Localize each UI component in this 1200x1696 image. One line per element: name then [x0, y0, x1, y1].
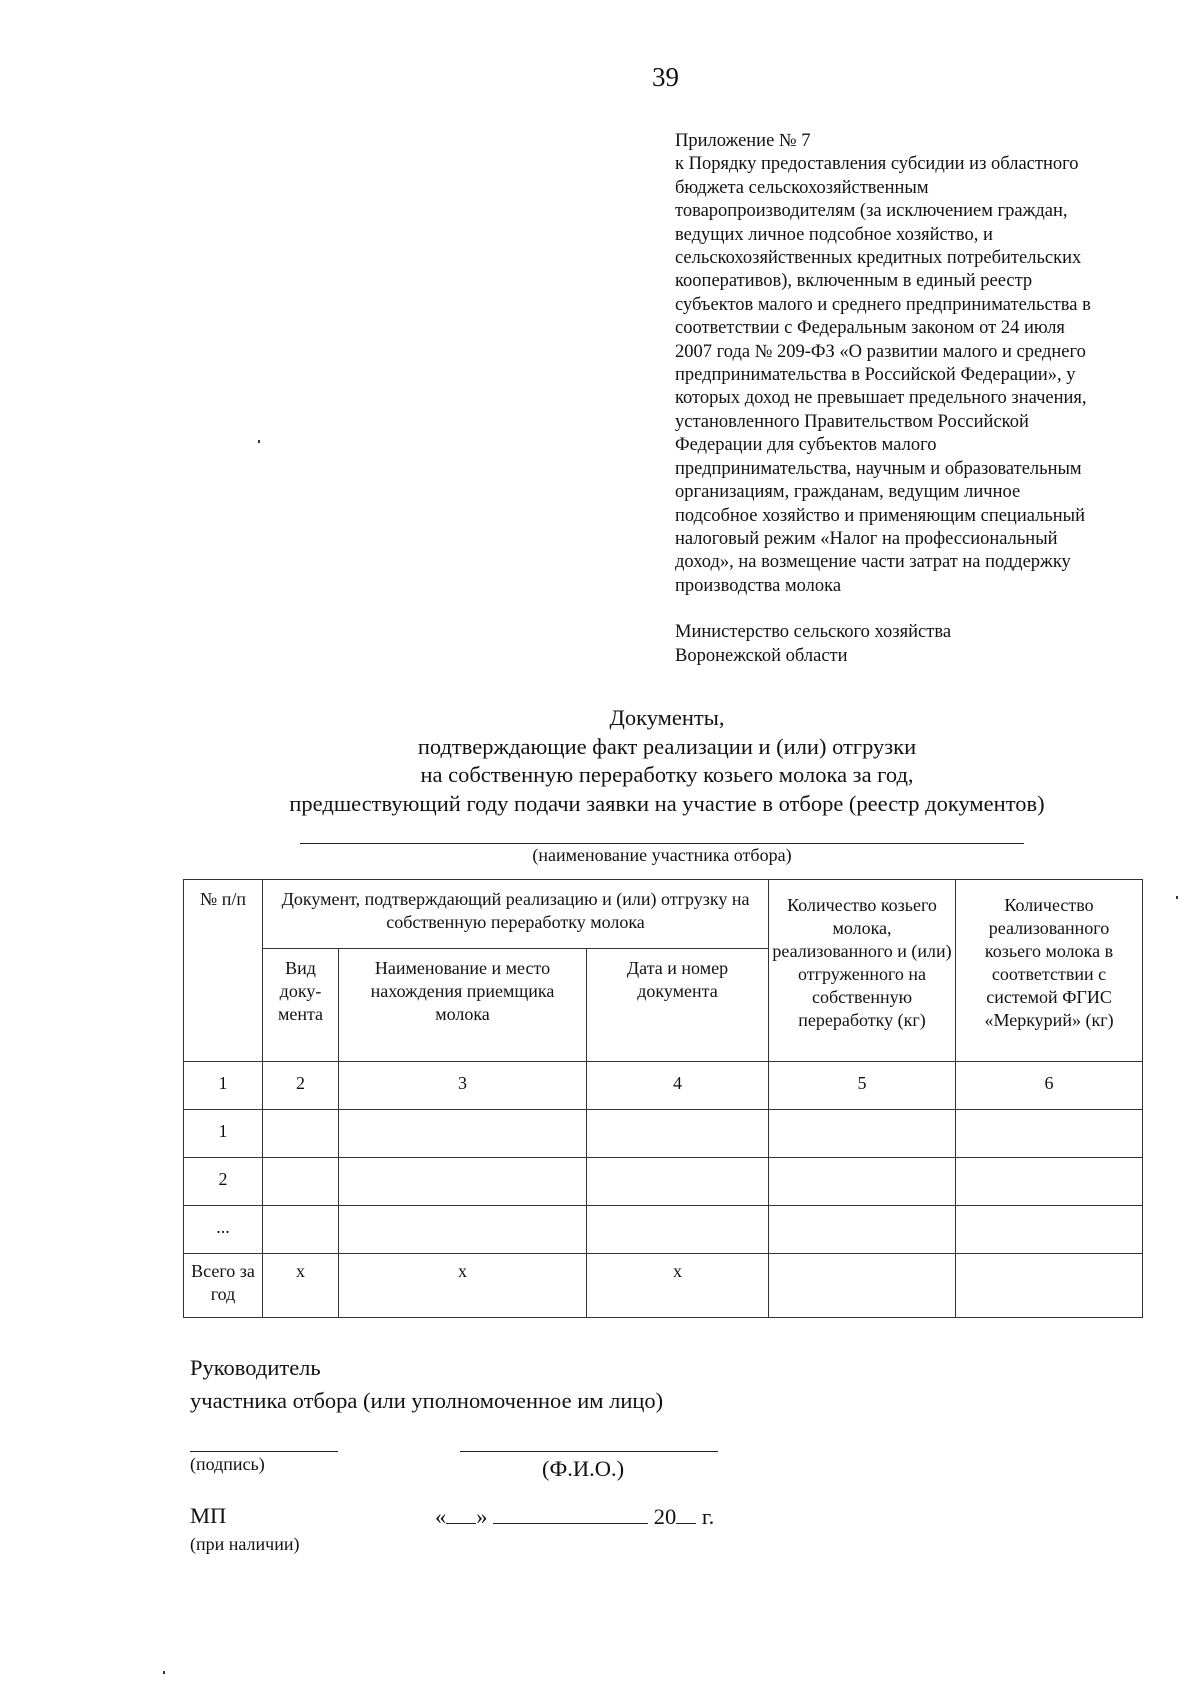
- total-mercury-quantity: [956, 1254, 1143, 1318]
- cell-quantity: [769, 1206, 956, 1254]
- table-row: [184, 1158, 1143, 1206]
- stamp-note: (при наличии): [190, 1534, 300, 1554]
- column-number-cell: 6: [956, 1062, 1143, 1110]
- table-row: [184, 1206, 1143, 1254]
- title-line: предшествующий году подачи заявки на участие в отборе (реестр документов): [289, 790, 1045, 816]
- year-blank: [676, 1503, 696, 1524]
- table-row: [184, 1110, 1143, 1158]
- total-row: [184, 1254, 1143, 1318]
- scan-speck: [163, 1671, 165, 1674]
- header-number: № п/п: [184, 880, 263, 1062]
- cell-document-type: [263, 1110, 339, 1158]
- header-receiver: Наименование и место нахождения приемщика молока: [339, 949, 587, 1062]
- appendix-line: организациям, гражданам, ведущим личное: [675, 482, 1021, 503]
- appendix-line: Федерации для субъектов малого: [675, 435, 937, 456]
- column-number-cell: 5: [769, 1062, 956, 1110]
- appendix-header: [675, 130, 1155, 668]
- year-suffix: г.: [701, 1504, 715, 1529]
- appendix-line: ведущих личное подсобное хозяйство, и: [675, 224, 993, 245]
- appendix-line: которых доход не превышает предельного значения,: [675, 388, 1087, 409]
- column-number-cell: 2: [263, 1062, 339, 1110]
- appendix-line: доход», на возмещение части затрат на поддержку: [675, 552, 1071, 573]
- total-date-number: х: [587, 1254, 769, 1318]
- appendix-line: налоговый режим «Налог на профессиональный: [675, 528, 1058, 549]
- cell-date-number: [587, 1110, 769, 1158]
- fio-caption: (Ф.И.О.): [542, 1456, 625, 1481]
- scan-speck: [258, 440, 260, 443]
- cell-quantity: [769, 1158, 956, 1206]
- appendix-line: бюджета сельскохозяйственным: [675, 177, 929, 198]
- participant-caption: (наименование участника отбора): [532, 845, 792, 865]
- header-document-group: Документ, подтверждающий реализацию и (или) отгрузку на собственную переработку молока: [263, 880, 769, 949]
- cell-mercury-quantity: [956, 1158, 1143, 1206]
- cell-document-type: [263, 1206, 339, 1254]
- stamp-placeholder: МП: [190, 1503, 227, 1528]
- title-line: подтверждающие факт реализации и (или) отгрузки: [417, 733, 917, 759]
- cell-document-type: [263, 1158, 339, 1206]
- title-line: Документы,: [609, 705, 725, 730]
- signatory-line: Руководитель: [190, 1355, 321, 1380]
- appendix-line: предпринимательства, научным и образовательным: [675, 458, 1082, 479]
- row-number: 2: [184, 1158, 263, 1206]
- appendix-line: предпринимательства в Российской Федерации», у: [675, 365, 1076, 386]
- month-blank: [493, 1503, 648, 1524]
- year-prefix: 20: [653, 1504, 677, 1529]
- column-number-cell: 3: [339, 1062, 587, 1110]
- row-number: 1: [184, 1110, 263, 1158]
- appendix-line: субъектов малого и среднего предпринимательства в: [675, 294, 1091, 315]
- signature-caption: (подпись): [190, 1454, 265, 1474]
- total-label: Всего за год: [184, 1254, 263, 1318]
- appendix-line: сельскохозяйственных кредитных потребительских: [675, 248, 1082, 269]
- participant-name-line: [300, 843, 1024, 844]
- signature-line: [190, 1451, 338, 1452]
- appendix-line: кооперативов), включенным в единый реестр: [675, 271, 1033, 292]
- title-line: на собственную переработку козьего молока за год,: [420, 762, 914, 787]
- appendix-line: установленного Правительством Российской: [675, 411, 1029, 432]
- column-number-cell: 4: [587, 1062, 769, 1110]
- page-number: 39: [652, 62, 679, 92]
- signatory-label: [190, 1351, 663, 1417]
- cell-quantity: [769, 1110, 956, 1158]
- appendix-line: 2007 года № 209-ФЗ «О развитии малого и среднего: [675, 341, 1086, 362]
- documents-registry-table: [183, 879, 1143, 1318]
- scan-speck: [1176, 896, 1178, 899]
- header-date-number: Дата и номер документа: [587, 949, 769, 1062]
- column-number-cell: 1: [184, 1062, 263, 1110]
- appendix-line: товаропроизводителям (за исключением граждан,: [675, 201, 1068, 222]
- signatory-line: участника отбора (или уполномоченное им лицо): [190, 1388, 664, 1413]
- fio-line: [460, 1451, 718, 1452]
- date-open-quote: «: [435, 1504, 447, 1529]
- ministry-line: Воронежской области: [675, 645, 848, 666]
- cell-mercury-quantity: [956, 1110, 1143, 1158]
- day-blank: [446, 1503, 476, 1524]
- appendix-line: к Порядку предоставления субсидии из областного: [675, 154, 1079, 175]
- appendix-line: Приложение № 7: [675, 131, 811, 151]
- total-receiver: х: [339, 1254, 587, 1318]
- date-field: [435, 1503, 714, 1530]
- date-close-quote: »: [476, 1504, 488, 1529]
- total-quantity: [769, 1254, 956, 1318]
- cell-mercury-quantity: [956, 1206, 1143, 1254]
- header-document-type: Вид доку-мента: [263, 949, 339, 1062]
- cell-receiver: [339, 1158, 587, 1206]
- total-document-type: х: [263, 1254, 339, 1318]
- cell-date-number: [587, 1206, 769, 1254]
- row-number: ...: [184, 1206, 263, 1254]
- document-title: [200, 704, 1134, 818]
- ministry-line: Министерство сельского хозяйства: [675, 622, 952, 643]
- cell-receiver: [339, 1110, 587, 1158]
- appendix-line: соответствии с Федеральным законом от 24 июля: [675, 318, 1065, 339]
- header-mercury-quantity: Количество реализованного козьего молока в соответствии с системой ФГИС «Меркурий» (кг): [956, 880, 1143, 1062]
- cell-date-number: [587, 1158, 769, 1206]
- appendix-line: подсобное хозяйство и применяющим специальный: [675, 505, 1086, 526]
- header-quantity: Количество козьего молока, реализованного и (или) отгруженного на собственную переработку (кг): [769, 880, 956, 1062]
- appendix-line: производства молока: [675, 575, 842, 596]
- cell-receiver: [339, 1206, 587, 1254]
